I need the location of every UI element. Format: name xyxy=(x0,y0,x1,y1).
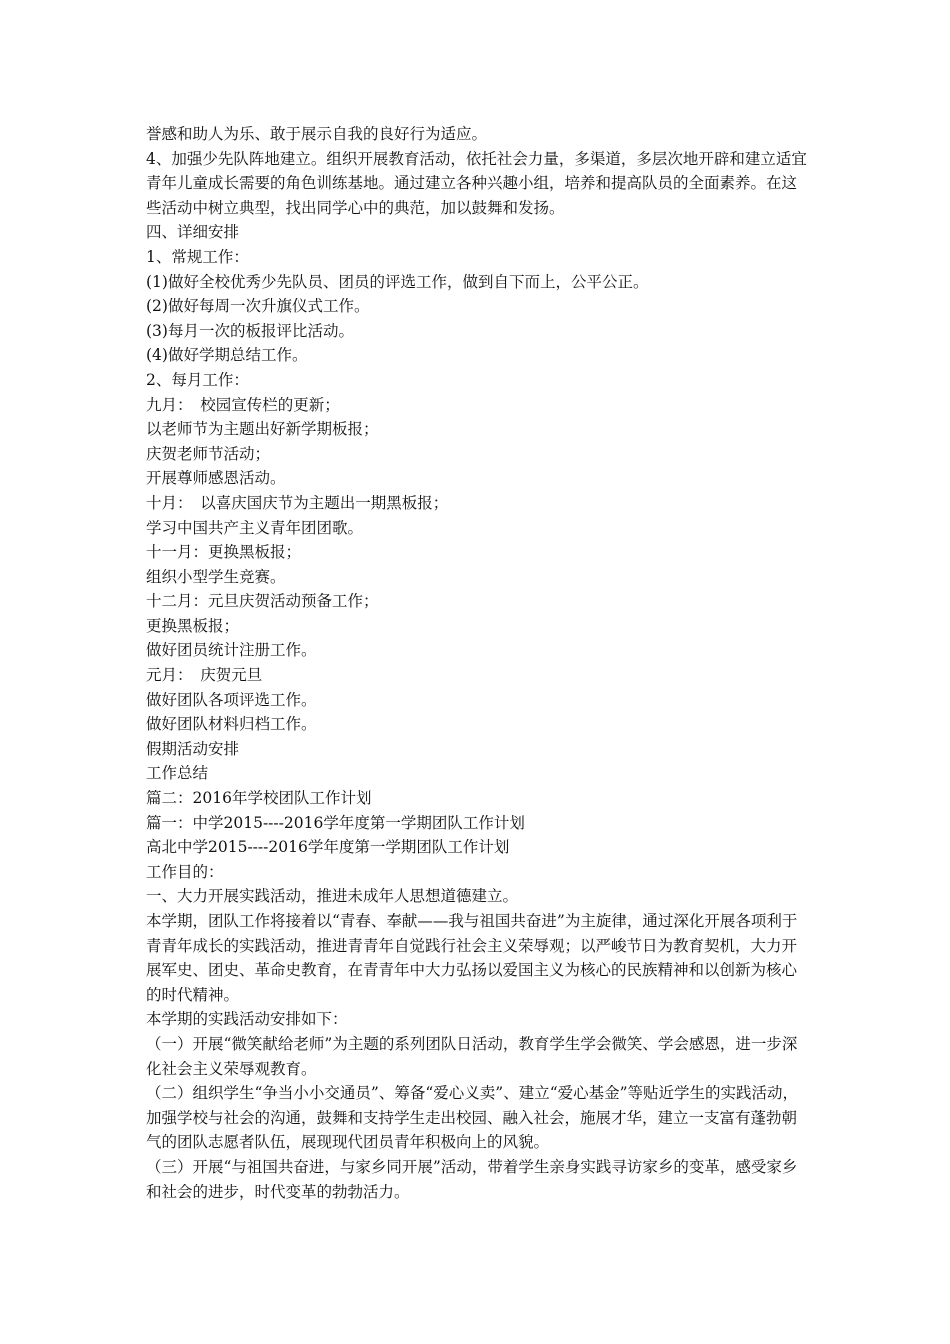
paragraph: （三）开展“与祖国共奋进，与家乡同开展”活动，带着学生亲身实践寻访家乡的变革，感受家乡和社会的进步，时代变革的勃勃活力。 xyxy=(146,1157,798,1201)
schedule-line: 学习中国共产主义青年团团歌。 xyxy=(146,518,364,537)
schedule-line: 开展尊师感恩活动。 xyxy=(146,469,286,488)
paragraph: 本学期的实践活动安排如下： xyxy=(146,1010,348,1029)
schedule-line: 更换黑板报； xyxy=(146,616,240,635)
schedule-line: 工作总结 xyxy=(146,764,209,783)
paragraph: （二）组织学生“争当小小交通员”、筹备“爱心义卖”、建立“爱心基金”等贴近学生的实践活动，加强学校与社会的沟通，鼓舞和支持学生走出校园、融入社会，施展才华，建立一支富有蓬勃朝气的团队志愿者队伍，展现现代团员青年积极向上的风貌。 xyxy=(146,1084,799,1152)
paragraph: 4、加强少先队阵地建立。组织开展教育活动，依托社会力量，多渠道，多层次地开辟和建立适宜青年儿童成长需要的角色训练基地。通过建立各种兴趣小组，培养和提高队员的全面素养。在这些活动中树立典型，找出同学心中的典范，加以鼓舞和发扬。 xyxy=(146,149,807,217)
schedule-line: 十月： 以喜庆国庆节为主题出一期黑板报； xyxy=(146,493,449,512)
paragraph: 誉感和助人为乐、敢于展示自我的良好行为适应。 xyxy=(146,125,488,143)
section-heading: 四、详细安排 xyxy=(146,223,240,242)
schedule-line: 庆贺老师节活动； xyxy=(146,444,271,463)
schedule-line: 假期活动安排 xyxy=(146,739,240,758)
document-title: 篇一：中学2015----2016学年度第一学期团队工作计划 xyxy=(146,813,525,832)
document-body xyxy=(146,122,811,1204)
schedule-line: 做好团队材料归档工作。 xyxy=(146,715,317,734)
list-item: (2)做好每周一次升旗仪式工作。 xyxy=(146,297,370,316)
schedule-line: 元月： 庆贺元旦 xyxy=(146,666,263,685)
section-title: 篇二：2016年学校团队工作计划 xyxy=(146,789,372,808)
subsection-heading: 2、每月工作： xyxy=(146,370,249,389)
paragraph: （一）开展“微笑献给老师”为主题的系列团队日活动，教育学生学会微笑、学会感恩，进一步深化社会主义荣辱观教育。 xyxy=(146,1034,798,1078)
list-item: (1)做好全校优秀少先队员、团员的评选工作，做到自下而上，公平公正。 xyxy=(146,272,649,291)
schedule-line: 十一月：更换黑板报； xyxy=(146,543,302,562)
schedule-line: 以老师节为主题出好新学期板报； xyxy=(146,420,379,439)
list-item: (3)每月一次的板报评比活动。 xyxy=(146,321,354,340)
paragraph: 本学期，团队工作将接着以“青春、奉献——我与祖国共奋进”为主旋律，通过深化开展各项利于青青年成长的实践活动，推进青青年自觉践行社会主义荣辱观；以严峻节日为教育契机，大力开展军史、团史、革命史教育，在青青年中大力弘扬以爱国主义为核心的民族精神和以创新为核心的时代精神。 xyxy=(146,912,798,1004)
section-heading: 一、大力开展实践活动，推进未成年人思想道德建立。 xyxy=(146,887,519,906)
schedule-line: 十二月：元旦庆贺活动预备工作； xyxy=(146,592,379,611)
list-item: (4)做好学期总结工作。 xyxy=(146,346,308,365)
schedule-line: 九月： 校园宣传栏的更新； xyxy=(146,395,340,414)
subsection-heading: 1、常规工作： xyxy=(146,247,249,266)
schedule-line: 做好团员统计注册工作。 xyxy=(146,641,317,660)
schedule-line: 做好团队各项评选工作。 xyxy=(146,690,317,709)
section-heading: 工作目的： xyxy=(146,862,224,881)
document-title: 高北中学2015----2016学年度第一学期团队工作计划 xyxy=(146,838,510,857)
schedule-line: 组织小型学生竞赛。 xyxy=(146,567,286,586)
